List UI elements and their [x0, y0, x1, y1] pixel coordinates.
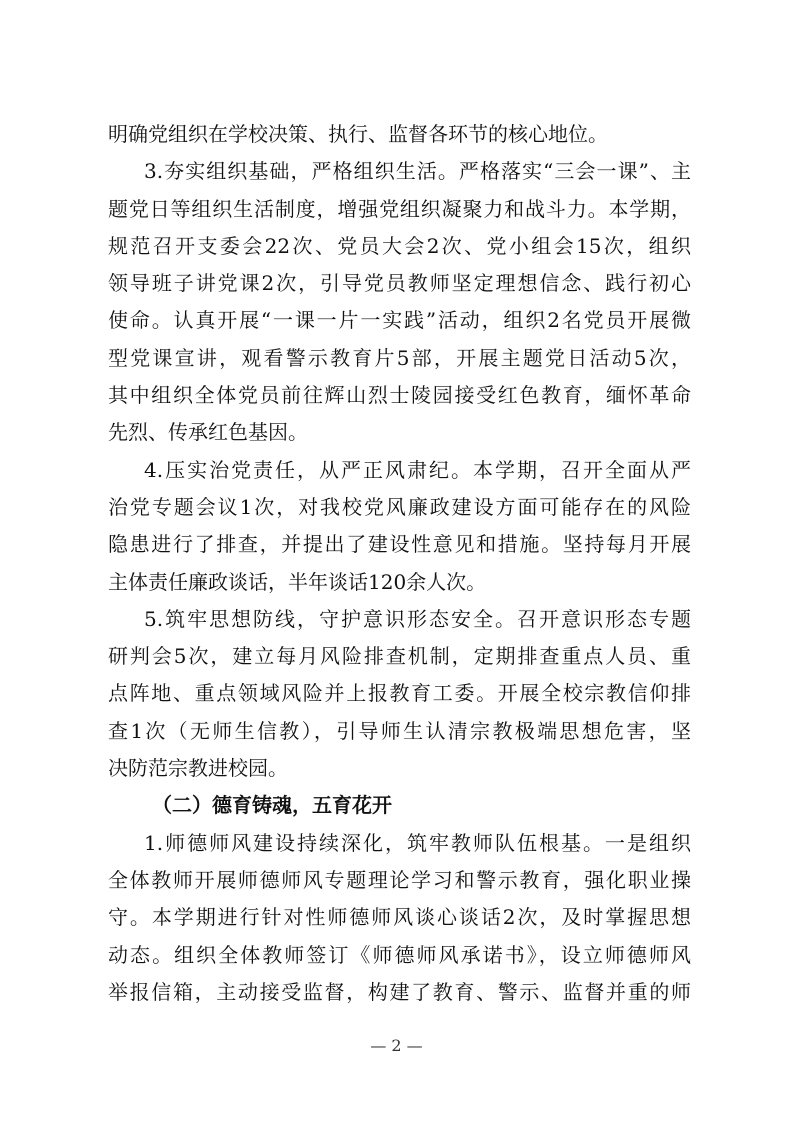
paragraph-line: 4.压实治党责任，从严正风肃纪。本学期，召开全面从严: [144, 457, 691, 482]
paragraph-line: 点阵地、重点领域风险并上报教育工委。开展全校宗教信仰排: [108, 681, 691, 706]
paragraph-line: 治党专题会议1次，对我校党风廉政建设方面可能存在的风险: [108, 494, 691, 519]
paragraph-line: 1.师德师风建设持续深化，筑牢教师队伍根基。一是组织: [144, 830, 691, 855]
paragraph-line: 研判会5次，建立每月风险排查机制，定期排查重点人员、重: [108, 644, 691, 669]
paragraph-line: 型党课宣讲，观看警示教育片5部，开展主题党日活动5次，: [108, 345, 691, 370]
document-body: [108, 116, 691, 1011]
page-number: — 2 —: [370, 1036, 423, 1055]
paragraph-line: 使命。认真开展“一课一片一实践”活动，组织2名党员开展微: [108, 308, 691, 333]
paragraph-line: 领导班子讲党课2次，引导党员教师坚定理想信念、践行初心: [108, 271, 691, 296]
paragraph-line: 全体教师开展师德师风专题理论学习和警示教育，强化职业操: [108, 867, 691, 892]
section-heading: （二）德育铸魂，五育花开: [152, 793, 392, 818]
paragraph-line: 守。本学期进行针对性师德师风谈心谈话2次，及时掌握思想: [108, 905, 691, 930]
paragraph-line: 3.夯实组织基础，严格组织生活。严格落实“三会一课”、主: [144, 159, 691, 184]
paragraph-line: 其中组织全体党员前往辉山烈士陵园接受红色教育，缅怀革命: [108, 383, 691, 408]
paragraph-line: 查1次（无师生信教），引导师生认清宗教极端思想危害，坚: [108, 718, 691, 743]
paragraph-line: 5.筑牢思想防线，守护意识形态安全。召开意识形态专题: [144, 606, 691, 631]
paragraph-line: 举报信箱，主动接受监督，构建了教育、警示、监督并重的师: [108, 979, 691, 1004]
paragraph-line: 主体责任廉政谈话，半年谈话120余人次。: [108, 569, 487, 594]
paragraph-line: 先烈、传承红色基因。: [108, 420, 308, 445]
paragraph-line: 决防范宗教进校园。: [108, 756, 288, 781]
paragraph-line: 规范召开支委会22次、党员大会2次、党小组会15次，组织: [108, 233, 691, 258]
paragraph-line: 题党日等组织生活制度，增强党组织凝聚力和战斗力。本学期，: [108, 196, 691, 221]
paragraph-line: 明确党组织在学校决策、执行、监督各环节的核心地位。: [108, 122, 608, 146]
paragraph-line: 动态。组织全体教师签订《师德师风承诺书》，设立师德师风: [108, 942, 691, 967]
paragraph-line: 隐患进行了排查，并提出了建设性意见和措施。坚持每月开展: [108, 532, 691, 557]
